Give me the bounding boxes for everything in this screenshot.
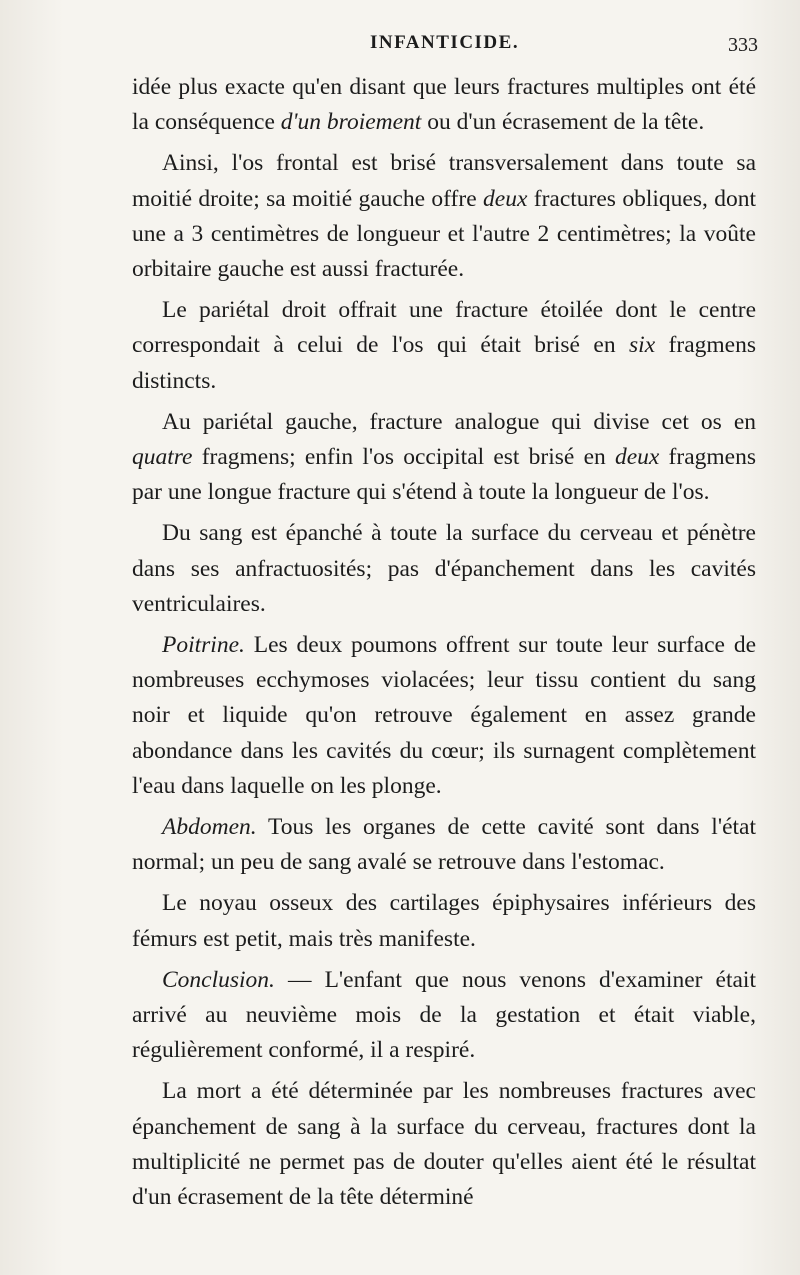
paragraph [132, 963, 756, 1069]
italic-text: Poitrine. [162, 632, 245, 659]
paragraph [132, 70, 756, 140]
page-number: 333 [728, 34, 758, 56]
italic-text: Conclusion. [162, 966, 275, 993]
text-run: Ainsi, l'os frontal est brisé transversalement dans toute sa moitié droite; sa moitié gauche offre [132, 150, 756, 212]
italic-text: deux [483, 185, 528, 212]
italic-text: d'un broiement [280, 109, 422, 136]
text-run: — L'enfant que nous venons d'examiner était arrivé au neuvième mois de la gestation et était viable, régulièrement conformé, il a respiré. [132, 966, 756, 1064]
text-run: Tous les organes de cette cavité sont dans l'état normal; un peu de sang avalé se retrouve dans l'estomac. [132, 814, 756, 876]
paragraph [132, 405, 756, 511]
paragraph [132, 886, 756, 956]
paragraph [132, 628, 756, 804]
italic-text: quatre [132, 444, 193, 471]
text-run: Du sang est épanché à toute la surface du cerveau et pénètre dans ses anfractuosités; pas d'épanchement dans les cavités ventriculaires. [132, 520, 756, 617]
italic-text: Abdomen. [162, 814, 257, 841]
paragraph [132, 146, 756, 287]
paragraph [132, 1074, 756, 1215]
text-run: fractures obliques, dont une a 3 centimètres de longueur et l'autre 2 centimètres; la voûte orbitaire gauche est aussi fracturée. [132, 185, 756, 283]
italic-text: deux [614, 444, 660, 471]
page-header [132, 32, 758, 60]
paragraph [132, 293, 756, 399]
text-run: fragmens distincts. [132, 332, 756, 394]
text-run: La mort a été déterminée par les nombreuses fractures avec épanchement de sang à la surface du cerveau, fractures dont la multiplicité ne permet pas de douter qu'elles aient été le résultat d'un écrasement de la tête déterminé [132, 1078, 756, 1211]
text-run: ou d'un écrasement de la tête. [421, 109, 705, 136]
text-run: Le noyau osseux des cartilages épiphysaires inférieurs des fémurs est petit, mais très manifeste. [132, 890, 756, 952]
text-run: Les deux poumons offrent sur toute leur surface de nombreuses ecchymoses violacées; leur tissu contient du sang noir et liquide qu'on retrouve également en assez grande abondance dans les cavités du cœur; ils surnagent complètement l'eau dans laquelle on les plonge. [132, 632, 756, 799]
paragraph [132, 516, 756, 622]
running-title: INFANTICIDE. [370, 32, 520, 53]
text-run: Le pariétal droit offrait une fracture étoilée dont le centre correspondait à celui de l'os qui était brisé en [132, 297, 756, 359]
body-text [132, 70, 756, 1215]
italic-text: six [629, 332, 656, 359]
paragraph [132, 810, 756, 880]
text-run: idée plus exacte qu'en disant que leurs fractures multiples ont été la conséquence [132, 74, 756, 136]
text-run: fragmens; enfin l'os occipital est brisé en [192, 444, 615, 471]
text-run: fragmens par une longue fracture qui s'étend à toute la longueur de l'os. [132, 444, 756, 506]
text-run: Au pariétal gauche, fracture analogue qui divise cet os en [162, 408, 756, 435]
